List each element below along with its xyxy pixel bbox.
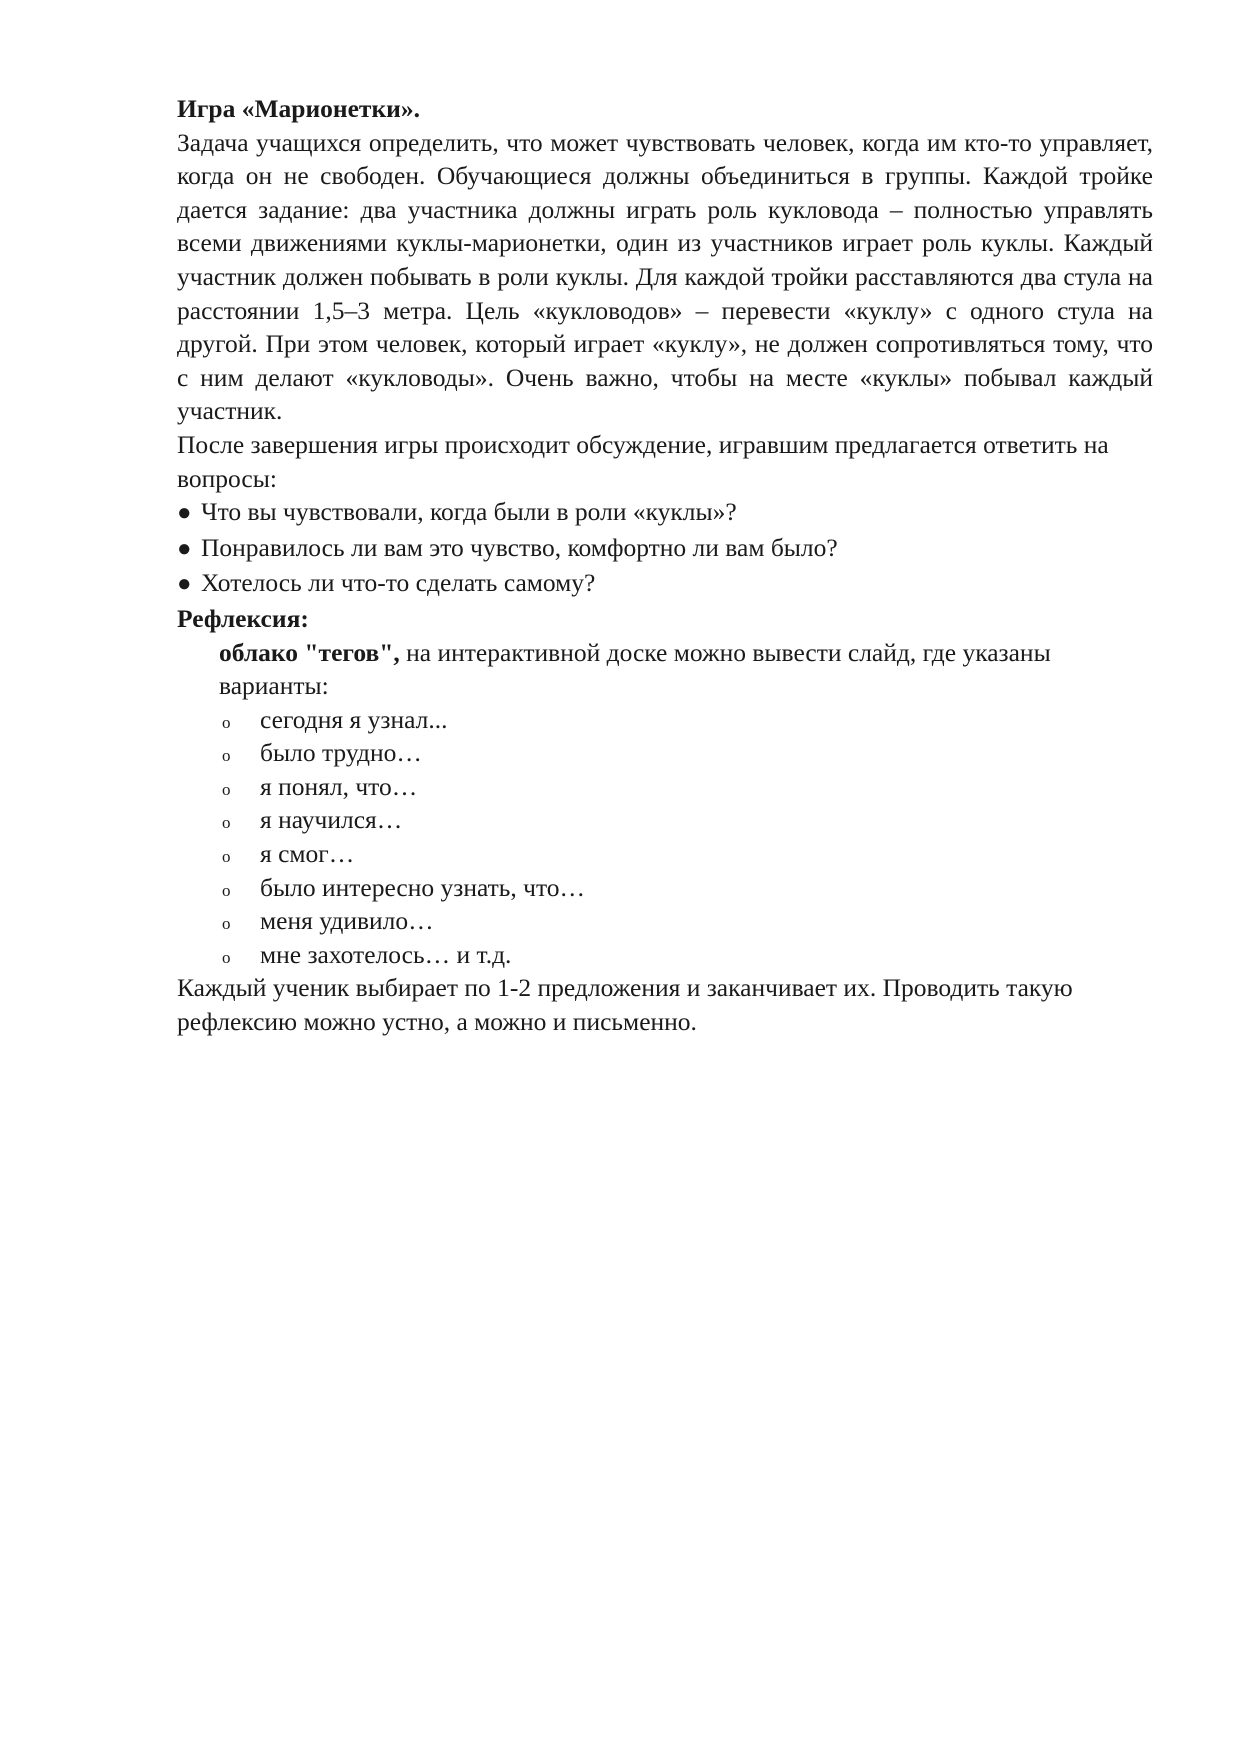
list-item <box>222 703 1153 737</box>
cloud-text: на интерактивной доске можно вывести слайд, где указаны варианты: <box>219 637 1051 701</box>
document-page <box>177 92 1153 1039</box>
circle-bullet-icon: o <box>222 914 231 934</box>
circle-bullet-icon: o <box>222 712 231 732</box>
question-text: Что вы чувствовали, когда были в роли «куклы»? <box>201 497 737 527</box>
list-item <box>222 736 1153 770</box>
circle-bullet-icon: o <box>222 847 231 867</box>
option-text: я смог… <box>260 839 355 869</box>
game-description: Задача учащихся определить, что может чувствовать человек, когда им кто-то управляет, когда он не свободен. Обучающиеся должны объединиться в группы. Каждой тройке дается задание: два участника должны играть роль кукловода – полностью управлять всеми движениями куклы-марионетки, один из участников играет роль куклы. Каждый участник должен побывать в роли куклы. Для каждой тройки расставляются два стула на расстоянии 1,5–3 метра. Цель «кукловодов» – перевести «куклу» с одного стула на другой. При этом человек, который играет «куклу», не должен сопротивляться тому, что с ним делают «кукловоды». Очень важно, чтобы на месте «куклы» побывал каждый участник. <box>177 127 1153 426</box>
cloud-bold-text: облако "тегов", <box>219 637 400 667</box>
list-item <box>222 770 1153 804</box>
bullet-icon: ● <box>177 535 192 562</box>
option-text: меня удивило… <box>260 906 434 936</box>
game-title: Игра «Марионетки». <box>177 94 420 123</box>
option-text: сегодня я узнал... <box>260 704 448 734</box>
circle-bullet-icon: o <box>222 880 231 900</box>
option-text: было интересно узнать, что… <box>260 872 586 902</box>
circle-bullet-icon: o <box>222 779 231 799</box>
question-text: Понравилось ли вам это чувство, комфортно ли вам было? <box>201 532 838 562</box>
list-item <box>177 495 1153 531</box>
option-text: мне захотелось… и т.д. <box>260 939 512 969</box>
bullet-icon: ● <box>177 500 192 527</box>
reflection-options-list <box>177 703 1153 972</box>
discussion-intro: После завершения игры происходит обсуждение, игравшим предлагается ответить на вопросы: <box>177 429 1109 493</box>
list-item <box>222 904 1153 938</box>
bullet-icon: ● <box>177 571 192 598</box>
circle-bullet-icon: o <box>222 813 231 833</box>
list-item <box>177 566 1153 602</box>
list-item <box>222 938 1153 972</box>
list-item <box>222 837 1153 871</box>
circle-bullet-icon: o <box>222 746 231 766</box>
questions-list <box>177 495 1153 602</box>
list-item <box>177 531 1153 567</box>
reflection-title: Рефлексия: <box>177 603 309 633</box>
list-item <box>222 803 1153 837</box>
option-text: я научился… <box>260 805 403 835</box>
question-text: Хотелось ли что-то сделать самому? <box>201 568 596 598</box>
list-item <box>222 871 1153 905</box>
option-text: я понял, что… <box>260 771 418 801</box>
option-text: было трудно… <box>260 738 422 768</box>
reflection-conclusion: Каждый ученик выбирает по 1-2 предложения и заканчивает их. Проводить такую рефлексию можно устно, а можно и письменно. <box>177 973 1073 1037</box>
circle-bullet-icon: o <box>222 947 231 967</box>
reflection-cloud-paragraph <box>219 636 1153 703</box>
